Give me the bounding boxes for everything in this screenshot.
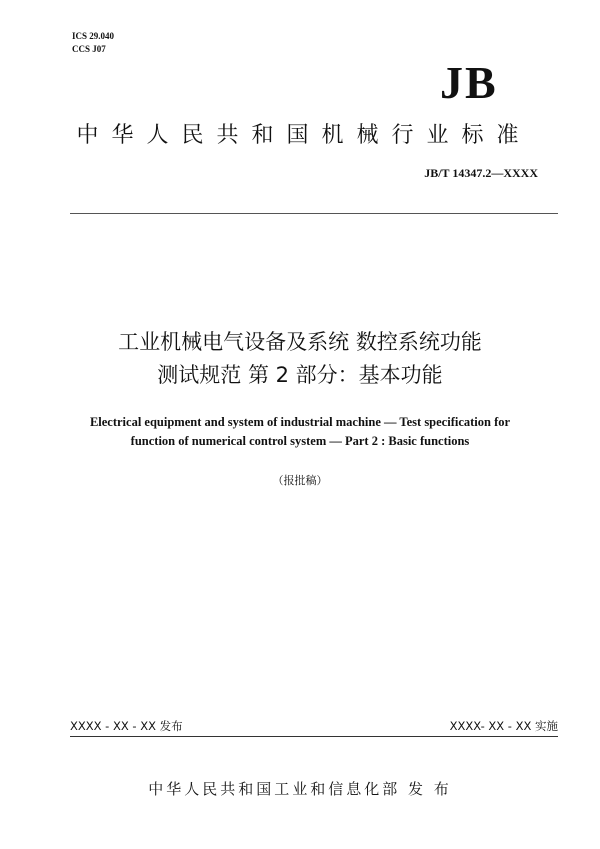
ics-code: ICS 29.040: [72, 31, 115, 41]
header-divider: [70, 213, 558, 214]
standard-number: JB/T 14347.2—XXXX: [424, 166, 538, 180]
chinese-title-line1: 工业机械电气设备及系统 数控系统功能: [118, 330, 482, 354]
standard-title: 中华人民共和国机械行业标准: [76, 123, 532, 148]
ccs-code: CCS J07: [72, 44, 106, 54]
implementation-date: XXXX- XX - XX 实施: [449, 719, 558, 733]
english-title-line1: Electrical equipment and system of industrial machine — Test specification for: [89, 415, 511, 429]
issuing-authority: 中华人民共和国工业和信息化部 发 布: [148, 780, 452, 798]
issue-date: XXXX - XX - XX 发布: [70, 719, 183, 733]
classification-codes: [72, 30, 114, 56]
chinese-title-line2: 测试规范 第 2 部分：基本功能: [157, 363, 443, 387]
draft-status: （报批稿）: [272, 474, 328, 487]
jb-logo: JB: [440, 57, 498, 108]
english-title-line2: function of numerical control system — Part 2 : Basic functions: [130, 434, 470, 448]
footer-divider: [70, 736, 558, 737]
